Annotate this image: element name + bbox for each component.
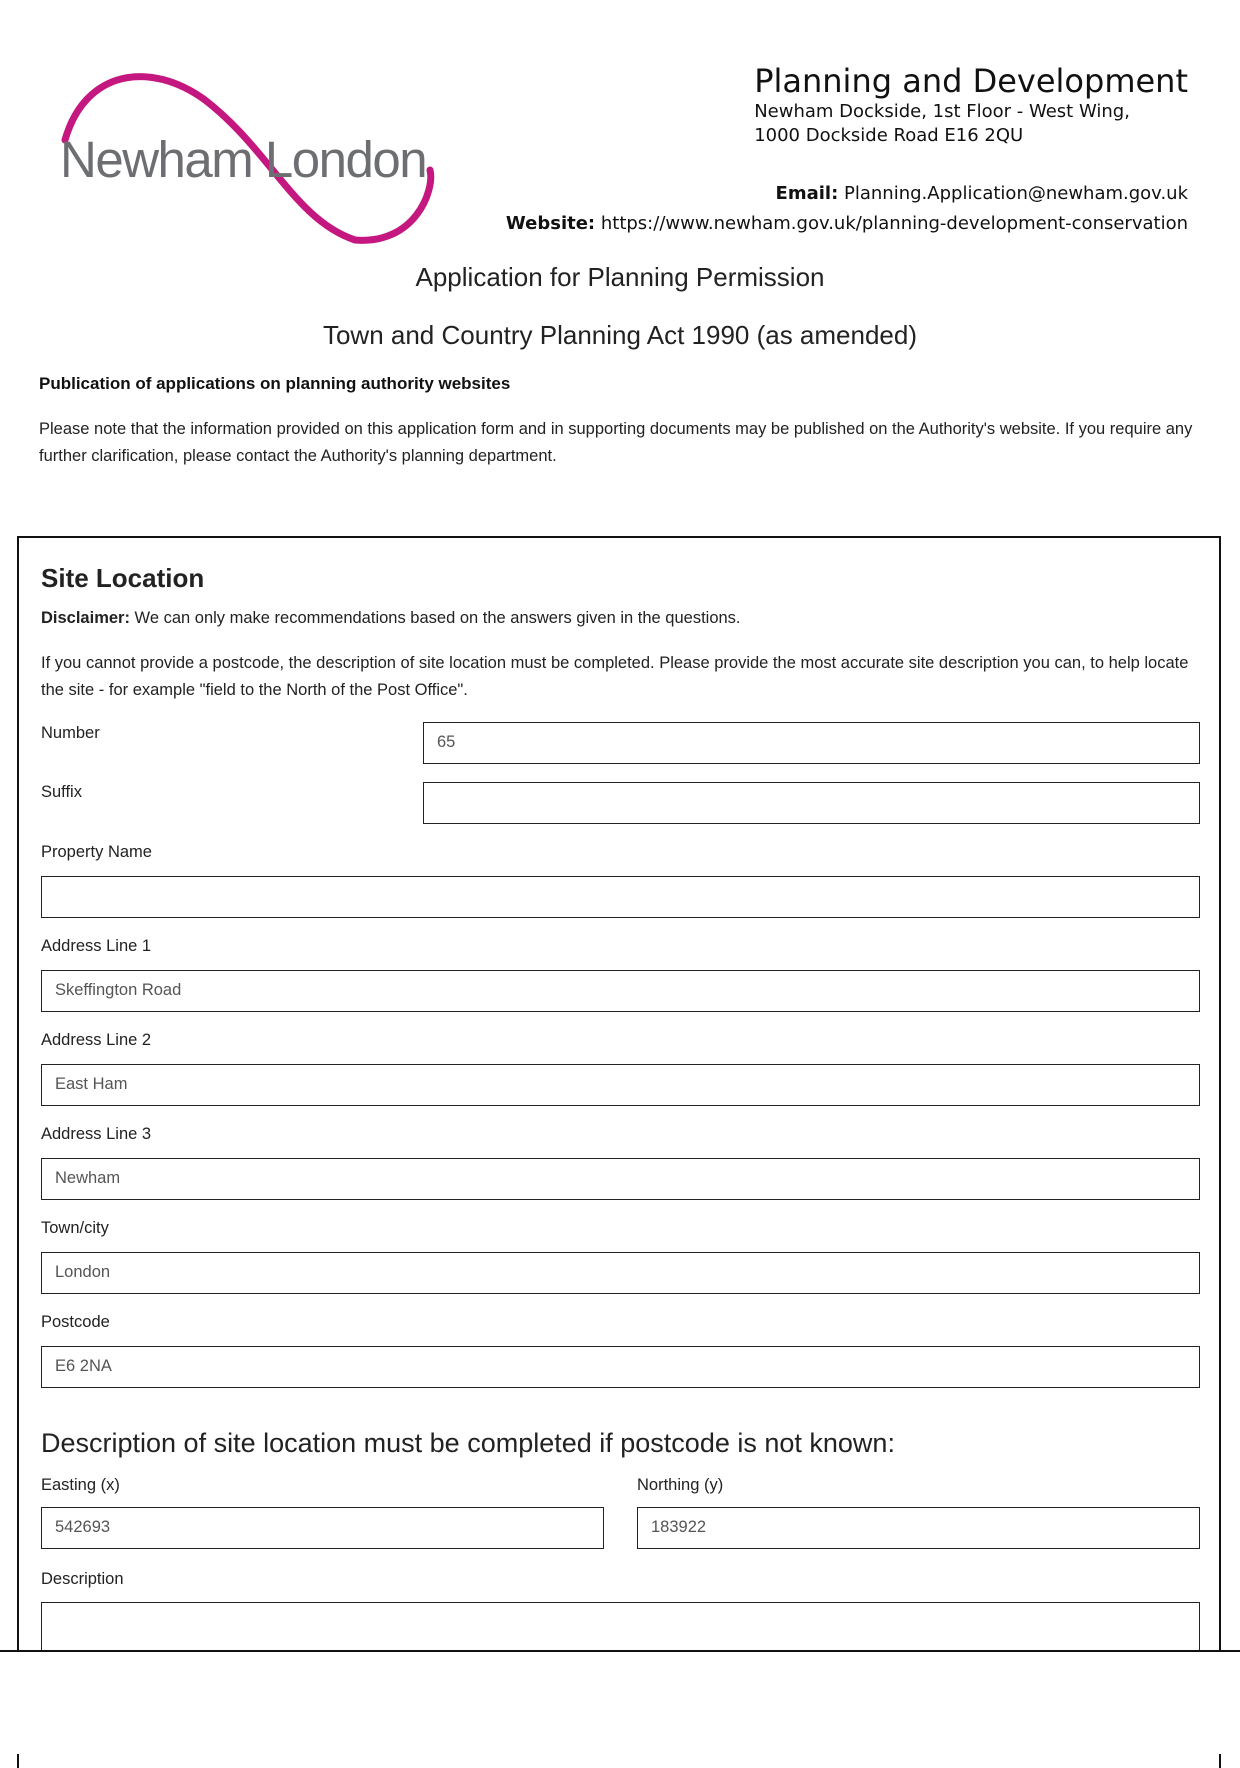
- northing-label: Northing (y): [637, 1476, 724, 1494]
- department-block: [754, 62, 1188, 148]
- email-label: Email:: [775, 183, 839, 204]
- postcode-field[interactable]: E6 2NA: [41, 1346, 1200, 1388]
- address-line-2: 1000 Dockside Road E16 2QU: [754, 125, 1024, 146]
- postcode-label: Postcode: [41, 1313, 110, 1331]
- website-line: [506, 213, 1188, 234]
- email-link[interactable]: Planning.Application@newham.gov.uk: [844, 183, 1188, 204]
- address-line-1-field[interactable]: Skeffington Road: [41, 970, 1200, 1012]
- northing-field[interactable]: 183922: [637, 1507, 1200, 1549]
- address-line-1-label: Address Line 1: [41, 937, 152, 955]
- logo-text: Newham London: [60, 131, 427, 188]
- form-title: Application for Planning Permission: [415, 262, 825, 292]
- suffix-label: Suffix: [41, 783, 82, 801]
- address-line-1: Newham Dockside, 1st Floor - West Wing,: [754, 101, 1130, 122]
- website-label: Website:: [505, 213, 596, 234]
- publication-text: Please note that the information provided on this application form and in supporting documents may be published on the Authority's website. If you require any further clarification, please contact the Authority's planning department.: [39, 420, 1193, 465]
- address-line-3-field[interactable]: Newham: [41, 1158, 1200, 1200]
- newham-london-logo: [55, 70, 455, 245]
- property-name-field[interactable]: [41, 876, 1200, 918]
- section-title: Site Location: [41, 563, 205, 593]
- town-city-label: Town/city: [41, 1219, 109, 1237]
- site-location-panel: [17, 536, 1221, 1768]
- disclaimer: [41, 609, 741, 628]
- disclaimer-text: We can only make recommendations based on the answers given in the questions.: [129, 609, 741, 627]
- address-line-2-label: Address Line 2: [41, 1031, 152, 1049]
- page-cut-line: [0, 1650, 1240, 1652]
- description-label: Description: [41, 1570, 124, 1588]
- page-bottom-margin: [0, 1652, 1240, 1754]
- publication-heading: Publication of applications on planning authority websites: [39, 374, 511, 393]
- form-act: Town and Country Planning Act 1990 (as amended): [322, 320, 918, 350]
- department-name: Planning and Development: [754, 62, 1188, 100]
- email-line: [776, 183, 1188, 204]
- address-line-3-label: Address Line 3: [41, 1125, 152, 1143]
- number-field[interactable]: 65: [423, 722, 1200, 764]
- help-text: If you cannot provide a postcode, the description of site location must be completed. Please provide the most accurate site description you can, to help locate the site - for example "field to the North of the Post Office".: [41, 654, 1189, 699]
- number-label: Number: [41, 724, 100, 742]
- address-line-2-field[interactable]: East Ham: [41, 1064, 1200, 1106]
- website-link[interactable]: https://www.newham.gov.uk/planning-development-conservation: [600, 213, 1188, 234]
- easting-field[interactable]: 542693: [41, 1507, 604, 1549]
- property-name-label: Property Name: [41, 843, 152, 861]
- easting-label: Easting (x): [41, 1476, 120, 1494]
- disclaimer-label: Disclaimer:: [41, 609, 130, 627]
- suffix-field[interactable]: [423, 782, 1200, 824]
- description-heading: Description of site location must be completed if postcode is not known:: [41, 1428, 895, 1458]
- town-city-field[interactable]: London: [41, 1252, 1200, 1294]
